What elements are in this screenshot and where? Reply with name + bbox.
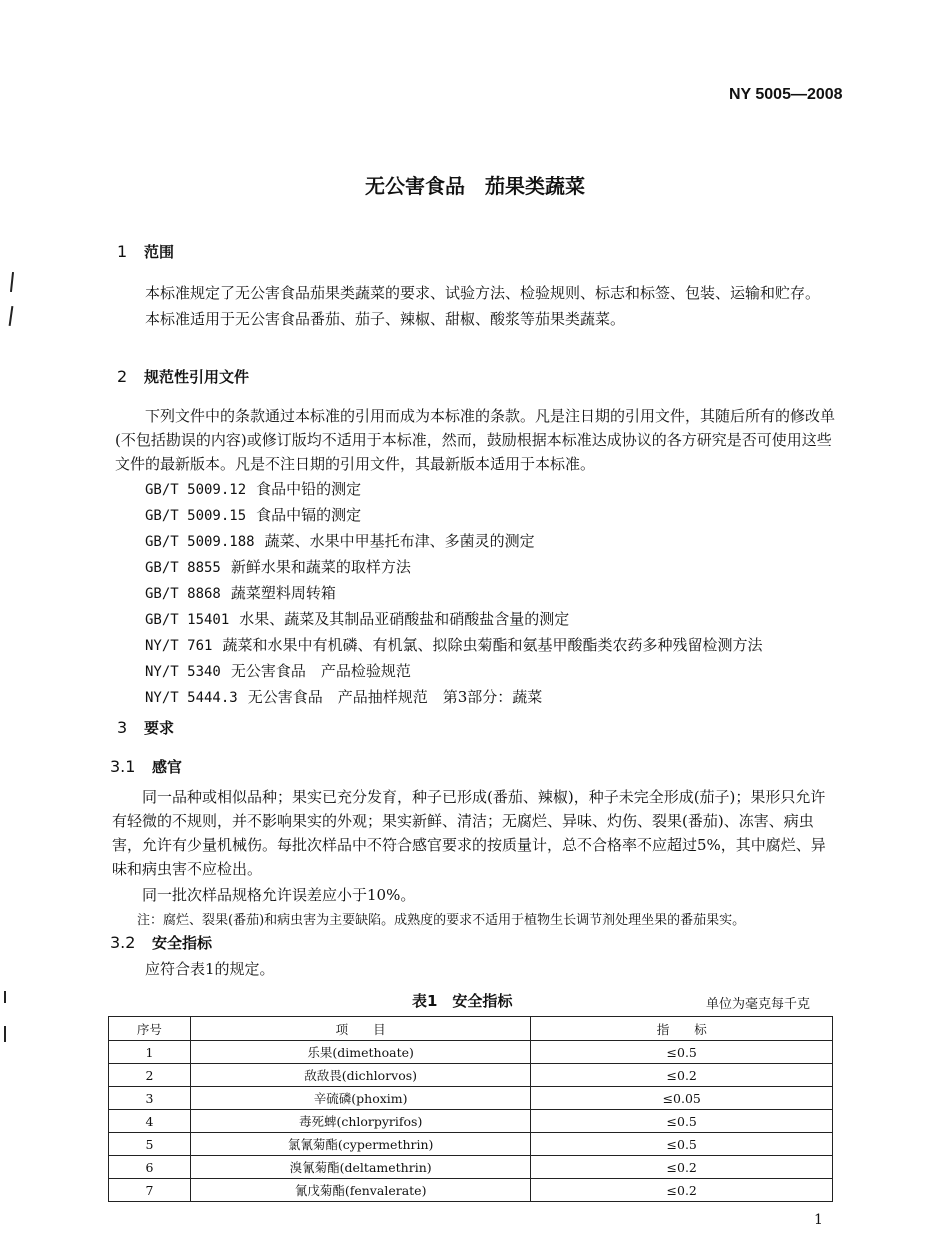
section-1-body xyxy=(115,281,840,331)
cell-item: 乐果(dimethoate) xyxy=(190,1041,531,1064)
reference-code: GB/T 8868 xyxy=(145,586,221,602)
reference-item xyxy=(145,633,762,659)
cell-no: 2 xyxy=(109,1064,191,1087)
reference-code: GB/T 8855 xyxy=(145,560,221,576)
table-row xyxy=(109,1041,833,1064)
cell-no: 3 xyxy=(109,1087,191,1110)
note: 注：腐烂、裂果(番茄)和病虫害为主要缺陷。成熟度的要求不适用于植物生长调节剂处理坐果的番茄果实。 xyxy=(137,913,746,928)
reference-list xyxy=(145,477,762,711)
cell-item: 氰戊菊酯(fenvalerate) xyxy=(190,1179,531,1202)
cell-limit: ≤0.2 xyxy=(531,1179,833,1202)
reference-code: GB/T 5009.188 xyxy=(145,534,255,550)
reference-title: 无公害食品 产品抽样规范 第3部分：蔬菜 xyxy=(247,688,543,706)
cell-no: 4 xyxy=(109,1110,191,1133)
section-number: 1 xyxy=(117,242,128,261)
reference-item xyxy=(145,503,762,529)
table-row xyxy=(109,1133,833,1156)
cell-no: 6 xyxy=(109,1156,191,1179)
section-3-2-heading xyxy=(110,932,212,953)
cell-limit: ≤0.2 xyxy=(531,1064,833,1087)
cell-limit: ≤0.2 xyxy=(531,1156,833,1179)
section-2-body xyxy=(115,404,840,476)
standard-code: NY 5005—2008 xyxy=(729,86,843,103)
paragraph: 同一批次样品规格允许误差应小于10%。 xyxy=(142,886,416,904)
reference-code: GB/T 15401 xyxy=(145,612,230,628)
column-header-item: 项 目 xyxy=(190,1017,531,1041)
reference-item xyxy=(145,581,762,607)
table-row xyxy=(109,1064,833,1087)
cell-no: 5 xyxy=(109,1133,191,1156)
binding-mark xyxy=(4,991,6,1003)
cell-limit: ≤0.5 xyxy=(531,1133,833,1156)
cell-item: 辛硫磷(phoxim) xyxy=(190,1087,531,1110)
binding-mark xyxy=(10,272,14,292)
paragraph: 本标准规定了无公害食品茄果类蔬菜的要求、试验方法、检验规则、标志和标签、包装、运输和贮存。 xyxy=(145,284,821,302)
cell-item: 毒死蜱(chlorpyrifos) xyxy=(190,1110,531,1133)
reference-title: 食品中镉的测定 xyxy=(256,506,362,524)
reference-code: NY/T 761 xyxy=(145,638,213,654)
reference-title: 食品中铅的测定 xyxy=(256,480,362,498)
table-unit: 单位为毫克每千克 xyxy=(706,997,811,1012)
section-1-heading xyxy=(117,241,174,262)
table-row xyxy=(109,1110,833,1133)
reference-title: 水果、蔬菜及其制品亚硝酸盐和硝酸盐含量的测定 xyxy=(239,610,570,628)
reference-title: 蔬菜塑料周转箱 xyxy=(230,584,336,602)
cell-item: 氯氰菊酯(cypermethrin) xyxy=(190,1133,531,1156)
cell-no: 1 xyxy=(109,1041,191,1064)
section-3-heading xyxy=(117,717,174,738)
reference-item xyxy=(145,685,762,711)
cell-limit: ≤0.5 xyxy=(531,1041,833,1064)
cell-limit: ≤0.05 xyxy=(531,1087,833,1110)
reference-item xyxy=(145,659,762,685)
table-header-row xyxy=(109,1017,833,1041)
section-title: 感官 xyxy=(152,758,183,776)
reference-title: 蔬菜和水果中有机磷、有机氯、拟除虫菊酯和氨基甲酸酯类农药多种残留检测方法 xyxy=(222,636,763,654)
reference-code: GB/T 5009.12 xyxy=(145,482,247,498)
section-number: 3 xyxy=(117,718,128,737)
reference-item xyxy=(145,529,762,555)
section-3-2-body: 应符合表1的规定。 xyxy=(145,960,275,978)
table-row xyxy=(109,1156,833,1179)
section-title: 安全指标 xyxy=(152,934,213,952)
column-header-limit: 指 标 xyxy=(531,1017,833,1041)
section-title: 规范性引用文件 xyxy=(144,368,250,386)
reference-item xyxy=(145,607,762,633)
safety-indicator-table xyxy=(108,1016,833,1202)
binding-mark xyxy=(4,1026,6,1042)
cell-item: 敌敌畏(dichlorvos) xyxy=(190,1064,531,1087)
page-number: 1 xyxy=(814,1212,823,1228)
table-caption: 表1 安全指标 xyxy=(412,992,513,1010)
section-title: 范围 xyxy=(144,243,175,261)
reference-title: 新鲜水果和蔬菜的取样方法 xyxy=(230,558,411,576)
reference-code: NY/T 5444.3 xyxy=(145,690,238,706)
table-row xyxy=(109,1179,833,1202)
paragraph: 同一品种或相似品种；果实已充分发育，种子已形成(番茄、辣椒)，种子未完全形成(茄子)；果形只允许有轻微的不规则，并不影响果实的外观；果实新鲜、清洁；无腐烂、异味、灼伤、裂果(番茄)、冻害、病虫害，允许有少量机械伤。每批次样品中不符合感官要求的按质量计，总不合格率不应超过5%，其中腐烂、异味和病虫害不应检出。 xyxy=(112,788,826,878)
section-number: 2 xyxy=(117,367,128,386)
reference-title: 蔬菜、水果中甲基托布津、多菌灵的测定 xyxy=(264,532,535,550)
cell-item: 溴氰菊酯(deltamethrin) xyxy=(190,1156,531,1179)
document-title: 无公害食品 茄果类蔬菜 xyxy=(365,174,585,198)
paragraph: 下列文件中的条款通过本标准的引用而成为本标准的条款。凡是注日期的引用文件，其随后所有的修改单(不包括勘误的内容)或修订版均不适用于本标准，然而，鼓励根据本标准达成协议的各方研究是否可使用这些文件的最新版本。凡是不注日期的引用文件，其最新版本适用于本标准。 xyxy=(115,407,836,473)
column-header-no: 序号 xyxy=(109,1017,191,1041)
table-row xyxy=(109,1087,833,1110)
reference-item xyxy=(145,555,762,581)
section-2-heading xyxy=(117,366,249,387)
reference-item xyxy=(145,477,762,503)
section-number: 3.1 xyxy=(110,757,136,776)
reference-code: GB/T 5009.15 xyxy=(145,508,247,524)
section-title: 要求 xyxy=(144,719,175,737)
paragraph: 本标准适用于无公害食品番茄、茄子、辣椒、甜椒、酸浆等茄果类蔬菜。 xyxy=(145,310,626,328)
binding-mark xyxy=(9,306,14,326)
cell-limit: ≤0.5 xyxy=(531,1110,833,1133)
cell-no: 7 xyxy=(109,1179,191,1202)
reference-code: NY/T 5340 xyxy=(145,664,221,680)
section-number: 3.2 xyxy=(110,933,136,952)
section-3-1-heading xyxy=(110,756,182,777)
section-3-1-body xyxy=(112,785,840,907)
reference-title: 无公害食品 产品检验规范 xyxy=(230,662,411,680)
